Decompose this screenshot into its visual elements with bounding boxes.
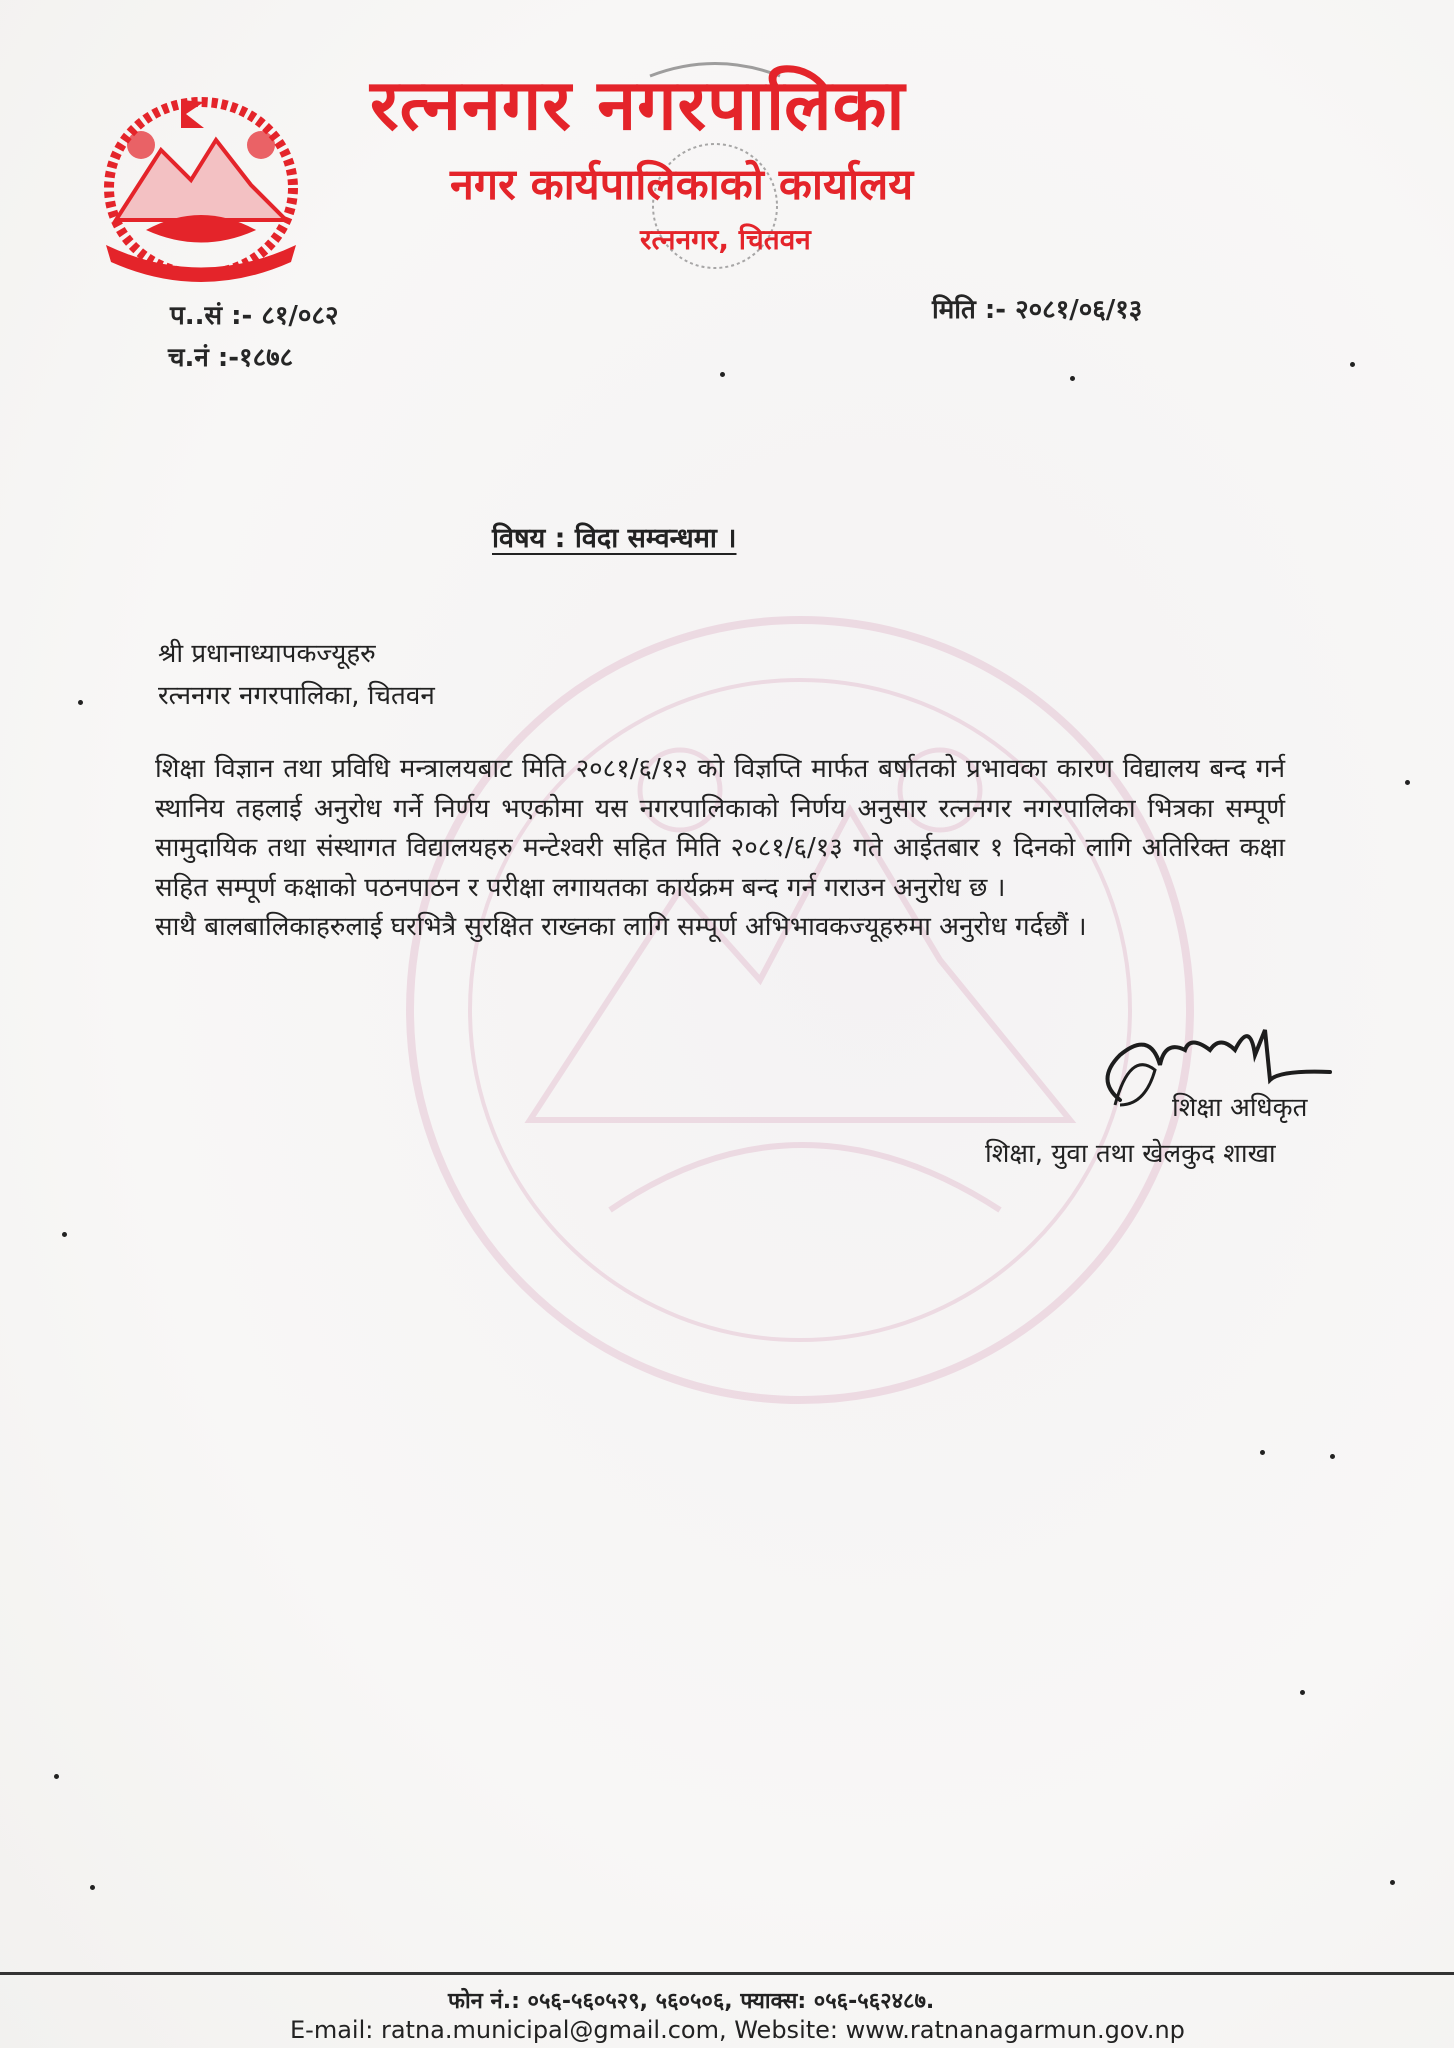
scan-speck	[720, 372, 725, 377]
letter-date: मिति :- २०८१/०६/१३	[932, 295, 1143, 325]
body-paragraph-2: साथै बालबालिकाहरुलाई घरभित्रै सुरक्षित राख्नका लागि सम्पूर्ण अभिभावकज्यूहरुमा अनुरोध गर्दछौं ।	[155, 912, 1087, 942]
addressee-location: रत्ननगर नगरपालिका, चितवन	[158, 681, 435, 711]
footer-phone-fax: फोन नं.: ०५६-५६०५२९, ५६०५०६, फ्याक्स: ०५६-५६२४८७.	[448, 1989, 935, 2014]
scan-speck	[1390, 1880, 1395, 1885]
footer-email-website: E-mail: ratna.municipal@gmail.com, Website: www.ratnanagarmun.gov.np	[290, 2016, 1185, 2044]
scan-speck	[78, 700, 83, 705]
scan-speck	[1260, 1450, 1265, 1455]
scan-speck	[62, 1232, 67, 1237]
signatory-title: शिक्षा अधिकृत	[1172, 1093, 1308, 1123]
body-paragraph-1: शिक्षा विज्ञान तथा प्रविधि मन्त्रालयबाट मिति २०८१/६/१२ को विज्ञप्ति मार्फत बर्षातको प्रभावका कारण विद्यालय बन्द गर्न स्थानिय तहलाई अनुरोध गर्ने निर्णय भएकोमा यस नगरपालिकाको निर्णय अनुसार रत्ननगर नगरपालिका भित्रका सम्पूर्ण सामुदायिक तथा संस्थागत विद्यालयहरु मन्टेश्वरी सहित मिति २०८१/६/१३ गते आईतबार १ दिनको लागि अतिरिक्त कक्षा सहित सम्पूर्ण कक्षाको पठनपाठन र परीक्षा लगायतका कार्यक्रम बन्द गर्न गराउन अनुरोध छ ।	[155, 754, 1285, 903]
municipality-name: रत्ननगर नगरपालिका	[370, 64, 906, 146]
office-name: नगर कार्यपालिकाको कार्यालय	[450, 160, 914, 210]
signatory-department: शिक्षा, युवा तथा खेलकुद शाखा	[985, 1139, 1276, 1169]
scan-speck	[1070, 376, 1075, 381]
scan-speck	[1300, 1690, 1305, 1695]
footer-divider	[0, 1972, 1454, 1975]
scan-speck	[90, 1885, 95, 1890]
addressee-title: श्री प्रधानाध्यापकज्यूहरु	[158, 639, 376, 669]
scan-speck	[1405, 780, 1410, 785]
scan-speck	[1350, 362, 1355, 367]
nepal-emblem-icon	[86, 80, 316, 290]
office-location: रत्ननगर, चितवन	[640, 223, 811, 256]
scan-speck	[1330, 1454, 1335, 1459]
letter-body	[155, 750, 1285, 948]
letter-reference-number: प..सं :- ८१/०८२	[170, 301, 339, 331]
dispatch-number: च.नं :-१८७८	[168, 343, 294, 373]
scan-speck	[54, 1774, 59, 1779]
letter-subject: विषय : विदा सम्वन्धमा ।	[492, 523, 737, 554]
